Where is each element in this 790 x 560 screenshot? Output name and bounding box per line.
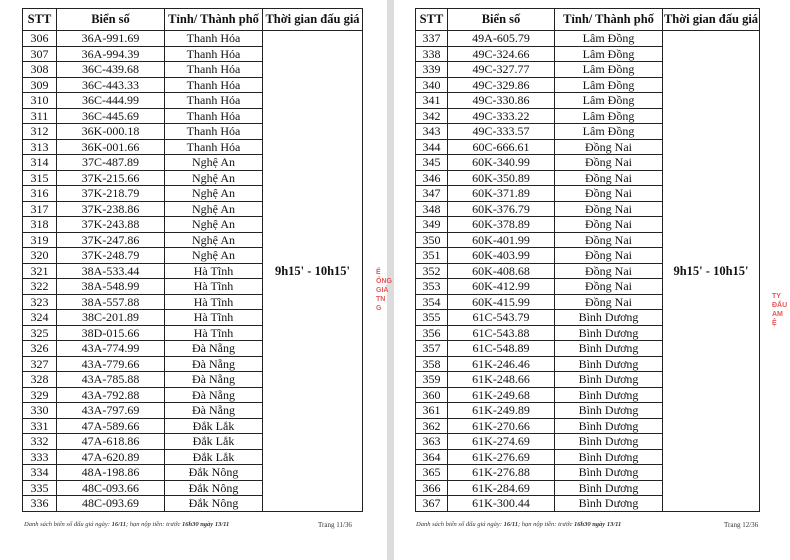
footer-deadline: 16h30 ngày 13/11 [573, 521, 622, 528]
left-page [0, 0, 392, 560]
cell-tinh: Đồng Nai [555, 201, 663, 217]
footer-mid: ; hạn nộp tiền: trước [518, 521, 574, 528]
cell-tinh: Hà Tĩnh [165, 294, 263, 310]
cell-tinh: Đồng Nai [555, 279, 663, 295]
cell-stt: 316 [23, 186, 57, 202]
right-page [394, 0, 790, 560]
cell-thoi-gian: 9h15' - 10h15' [663, 31, 760, 512]
cell-bien-so: 60K-412.99 [448, 279, 555, 295]
cell-bien-so: 36C-443.33 [57, 77, 165, 93]
cell-stt: 362 [416, 418, 448, 434]
table-body-left [23, 31, 363, 512]
table-header-row [416, 9, 760, 31]
cell-tinh: Hà Tĩnh [165, 279, 263, 295]
cell-bien-so: 38A-548.99 [57, 279, 165, 295]
cell-tinh: Nghệ An [165, 201, 263, 217]
cell-bien-so: 60C-666.61 [448, 139, 555, 155]
cell-stt: 355 [416, 310, 448, 326]
cell-tinh: Nghệ An [165, 232, 263, 248]
cell-tinh: Đồng Nai [555, 155, 663, 171]
cell-bien-so: 38A-557.88 [57, 294, 165, 310]
cell-tinh: Bình Dương [555, 418, 663, 434]
cell-bien-so: 36C-444.99 [57, 93, 165, 109]
cell-bien-so: 36A-994.39 [57, 46, 165, 62]
cell-tinh: Lâm Đồng [555, 93, 663, 109]
cell-tinh: Lâm Đồng [555, 46, 663, 62]
header-bien-so: Biển số [448, 9, 555, 31]
cell-stt: 341 [416, 93, 448, 109]
cell-bien-so: 38C-201.89 [57, 310, 165, 326]
cell-tinh: Đồng Nai [555, 170, 663, 186]
cell-bien-so: 60K-408.68 [448, 263, 555, 279]
cell-stt: 351 [416, 248, 448, 264]
cell-bien-so: 43A-785.88 [57, 372, 165, 388]
cell-tinh: Đắk Nông [165, 465, 263, 481]
cell-tinh: Bình Dương [555, 356, 663, 372]
cell-tinh: Thanh Hóa [165, 77, 263, 93]
cell-bien-so: 60K-350.89 [448, 170, 555, 186]
cell-stt: 338 [416, 46, 448, 62]
cell-stt: 339 [416, 62, 448, 78]
cell-bien-so: 49C-329.86 [448, 77, 555, 93]
cell-stt: 361 [416, 403, 448, 419]
cell-stt: 315 [23, 170, 57, 186]
cell-tinh: Đà Nẵng [165, 356, 263, 372]
cell-bien-so: 49C-327.77 [448, 62, 555, 78]
cell-tinh: Bình Dương [555, 434, 663, 450]
cell-bien-so: 37K-218.79 [57, 186, 165, 202]
table-row [416, 31, 760, 47]
cell-bien-so: 48C-093.66 [57, 480, 165, 496]
cell-bien-so: 60K-378.89 [448, 217, 555, 233]
cell-bien-so: 60K-415.99 [448, 294, 555, 310]
cell-stt: 325 [23, 325, 57, 341]
header-tinh: Tỉnh/ Thành phố [555, 9, 663, 31]
cell-stt: 310 [23, 93, 57, 109]
cell-stt: 306 [23, 31, 57, 47]
cell-bien-so: 61K-248.66 [448, 372, 555, 388]
cell-stt: 345 [416, 155, 448, 171]
cell-stt: 366 [416, 480, 448, 496]
footer-mid: ; hạn nộp tiền: trước [126, 521, 182, 528]
cell-stt: 356 [416, 325, 448, 341]
stamp-fragment-right: TY ĐẤU AM Ệ [772, 293, 788, 327]
auction-table-right [415, 8, 760, 512]
cell-bien-so: 60K-340.99 [448, 155, 555, 171]
cell-stt: 330 [23, 403, 57, 419]
cell-tinh: Thanh Hóa [165, 46, 263, 62]
footer-note-right [416, 521, 621, 528]
cell-tinh: Thanh Hóa [165, 93, 263, 109]
cell-tinh: Lâm Đồng [555, 62, 663, 78]
cell-bien-so: 61K-249.68 [448, 387, 555, 403]
cell-tinh: Đà Nẵng [165, 403, 263, 419]
page-number-right: Trang 12/36 [724, 521, 759, 529]
footer-date: 16/11 [503, 521, 519, 528]
cell-bien-so: 37K-247.86 [57, 232, 165, 248]
cell-tinh: Thanh Hóa [165, 124, 263, 140]
cell-bien-so: 49C-333.57 [448, 124, 555, 140]
cell-tinh: Đắk Nông [165, 496, 263, 512]
cell-stt: 321 [23, 263, 57, 279]
cell-tinh: Lâm Đồng [555, 31, 663, 47]
cell-tinh: Bình Dương [555, 325, 663, 341]
cell-stt: 308 [23, 62, 57, 78]
cell-stt: 335 [23, 480, 57, 496]
cell-stt: 324 [23, 310, 57, 326]
cell-stt: 354 [416, 294, 448, 310]
cell-tinh: Bình Dương [555, 449, 663, 465]
cell-bien-so: 60K-403.99 [448, 248, 555, 264]
cell-stt: 318 [23, 217, 57, 233]
cell-bien-so: 61C-543.88 [448, 325, 555, 341]
cell-stt: 364 [416, 449, 448, 465]
cell-stt: 333 [23, 449, 57, 465]
cell-stt: 336 [23, 496, 57, 512]
cell-stt: 319 [23, 232, 57, 248]
cell-thoi-gian: 9h15' - 10h15' [263, 31, 363, 512]
cell-tinh: Thanh Hóa [165, 31, 263, 47]
cell-stt: 322 [23, 279, 57, 295]
footer-prefix: Danh sách biển số đấu giá ngày: [416, 521, 504, 528]
cell-stt: 311 [23, 108, 57, 124]
auction-table-left [22, 8, 363, 512]
cell-bien-so: 49A-605.79 [448, 31, 555, 47]
cell-tinh: Bình Dương [555, 372, 663, 388]
cell-stt: 346 [416, 170, 448, 186]
cell-tinh: Thanh Hóa [165, 139, 263, 155]
cell-stt: 329 [23, 387, 57, 403]
cell-bien-so: 38D-015.66 [57, 325, 165, 341]
cell-bien-so: 48C-093.69 [57, 496, 165, 512]
cell-tinh: Bình Dương [555, 465, 663, 481]
cell-bien-so: 36A-991.69 [57, 31, 165, 47]
cell-tinh: Đồng Nai [555, 232, 663, 248]
table-body-right [416, 31, 760, 512]
cell-bien-so: 61K-246.46 [448, 356, 555, 372]
footer-prefix: Danh sách biển số đấu giá ngày: [24, 521, 112, 528]
table-header-row [23, 9, 363, 31]
cell-tinh: Hà Tĩnh [165, 310, 263, 326]
cell-stt: 326 [23, 341, 57, 357]
cell-stt: 348 [416, 201, 448, 217]
cell-stt: 334 [23, 465, 57, 481]
cell-bien-so: 36K-001.66 [57, 139, 165, 155]
cell-stt: 353 [416, 279, 448, 295]
cell-stt: 359 [416, 372, 448, 388]
cell-tinh: Đắk Lắk [165, 449, 263, 465]
cell-bien-so: 38A-533.44 [57, 263, 165, 279]
header-thoi-gian: Thời gian đấu giá [663, 9, 760, 31]
cell-tinh: Lâm Đồng [555, 77, 663, 93]
cell-bien-so: 36C-445.69 [57, 108, 165, 124]
cell-stt: 328 [23, 372, 57, 388]
cell-stt: 320 [23, 248, 57, 264]
cell-stt: 317 [23, 201, 57, 217]
cell-bien-so: 37K-248.79 [57, 248, 165, 264]
cell-stt: 357 [416, 341, 448, 357]
cell-tinh: Bình Dương [555, 403, 663, 419]
cell-bien-so: 37C-487.89 [57, 155, 165, 171]
cell-bien-so: 61K-276.69 [448, 449, 555, 465]
cell-tinh: Đà Nẵng [165, 387, 263, 403]
cell-tinh: Đồng Nai [555, 294, 663, 310]
cell-bien-so: 49C-330.86 [448, 93, 555, 109]
page-number-left: Trang 11/36 [318, 521, 352, 529]
cell-tinh: Đồng Nai [555, 186, 663, 202]
cell-bien-so: 48A-198.86 [57, 465, 165, 481]
cell-bien-so: 47A-618.86 [57, 434, 165, 450]
cell-bien-so: 47A-589.66 [57, 418, 165, 434]
cell-tinh: Bình Dương [555, 496, 663, 512]
cell-stt: 352 [416, 263, 448, 279]
cell-stt: 344 [416, 139, 448, 155]
cell-tinh: Nghệ An [165, 186, 263, 202]
cell-tinh: Hà Tĩnh [165, 325, 263, 341]
cell-bien-so: 61K-284.69 [448, 480, 555, 496]
header-thoi-gian: Thời gian đấu giá [263, 9, 363, 31]
cell-tinh: Nghệ An [165, 170, 263, 186]
cell-tinh: Bình Dương [555, 310, 663, 326]
cell-bien-so: 60K-401.99 [448, 232, 555, 248]
cell-stt: 314 [23, 155, 57, 171]
cell-tinh: Thanh Hóa [165, 62, 263, 78]
cell-bien-so: 49C-324.66 [448, 46, 555, 62]
cell-bien-so: 37K-243.88 [57, 217, 165, 233]
cell-stt: 309 [23, 77, 57, 93]
cell-bien-so: 60K-371.89 [448, 186, 555, 202]
cell-stt: 347 [416, 186, 448, 202]
cell-tinh: Nghệ An [165, 248, 263, 264]
cell-bien-so: 49C-333.22 [448, 108, 555, 124]
cell-bien-so: 36K-000.18 [57, 124, 165, 140]
cell-stt: 343 [416, 124, 448, 140]
cell-tinh: Thanh Hóa [165, 108, 263, 124]
cell-tinh: Hà Tĩnh [165, 263, 263, 279]
cell-bien-so: 60K-376.79 [448, 201, 555, 217]
cell-bien-so: 37K-215.66 [57, 170, 165, 186]
cell-tinh: Bình Dương [555, 341, 663, 357]
cell-bien-so: 37K-238.86 [57, 201, 165, 217]
cell-tinh: Đồng Nai [555, 217, 663, 233]
cell-tinh: Đồng Nai [555, 263, 663, 279]
cell-stt: 365 [416, 465, 448, 481]
cell-tinh: Đắk Lắk [165, 434, 263, 450]
cell-stt: 327 [23, 356, 57, 372]
header-stt: STT [23, 9, 57, 31]
cell-bien-so: 61K-249.89 [448, 403, 555, 419]
cell-stt: 331 [23, 418, 57, 434]
cell-stt: 337 [416, 31, 448, 47]
cell-tinh: Nghệ An [165, 217, 263, 233]
cell-stt: 342 [416, 108, 448, 124]
cell-stt: 340 [416, 77, 448, 93]
cell-bien-so: 43A-797.69 [57, 403, 165, 419]
cell-stt: 323 [23, 294, 57, 310]
cell-bien-so: 61K-270.66 [448, 418, 555, 434]
cell-tinh: Đắk Lắk [165, 418, 263, 434]
cell-bien-so: 61K-276.88 [448, 465, 555, 481]
cell-tinh: Lâm Đồng [555, 124, 663, 140]
cell-stt: 332 [23, 434, 57, 450]
cell-tinh: Đắk Nông [165, 480, 263, 496]
cell-stt: 349 [416, 217, 448, 233]
cell-tinh: Lâm Đồng [555, 108, 663, 124]
stamp-fragment-left: Ể ỐNG GIÁ TN G [376, 269, 392, 312]
table-row [23, 31, 363, 47]
footer-date: 16/11 [111, 521, 127, 528]
cell-stt: 363 [416, 434, 448, 450]
header-tinh: Tỉnh/ Thành phố [165, 9, 263, 31]
cell-stt: 350 [416, 232, 448, 248]
cell-tinh: Đà Nẵng [165, 341, 263, 357]
cell-tinh: Đồng Nai [555, 248, 663, 264]
cell-bien-so: 43A-779.66 [57, 356, 165, 372]
cell-tinh: Nghệ An [165, 155, 263, 171]
cell-tinh: Bình Dương [555, 387, 663, 403]
footer-note-left [24, 521, 229, 528]
cell-tinh: Bình Dương [555, 480, 663, 496]
footer-deadline: 16h30 ngày 13/11 [181, 521, 230, 528]
cell-stt: 360 [416, 387, 448, 403]
cell-bien-so: 61K-274.69 [448, 434, 555, 450]
header-stt: STT [416, 9, 448, 31]
cell-stt: 307 [23, 46, 57, 62]
cell-tinh: Đồng Nai [555, 139, 663, 155]
cell-stt: 313 [23, 139, 57, 155]
cell-tinh: Đà Nẵng [165, 372, 263, 388]
cell-bien-so: 36C-439.68 [57, 62, 165, 78]
cell-stt: 367 [416, 496, 448, 512]
cell-bien-so: 61C-543.79 [448, 310, 555, 326]
cell-bien-so: 61C-548.89 [448, 341, 555, 357]
cell-bien-so: 47A-620.89 [57, 449, 165, 465]
cell-bien-so: 43A-792.88 [57, 387, 165, 403]
cell-stt: 358 [416, 356, 448, 372]
cell-stt: 312 [23, 124, 57, 140]
cell-bien-so: 43A-774.99 [57, 341, 165, 357]
header-bien-so: Biển số [57, 9, 165, 31]
cell-bien-so: 61K-300.44 [448, 496, 555, 512]
